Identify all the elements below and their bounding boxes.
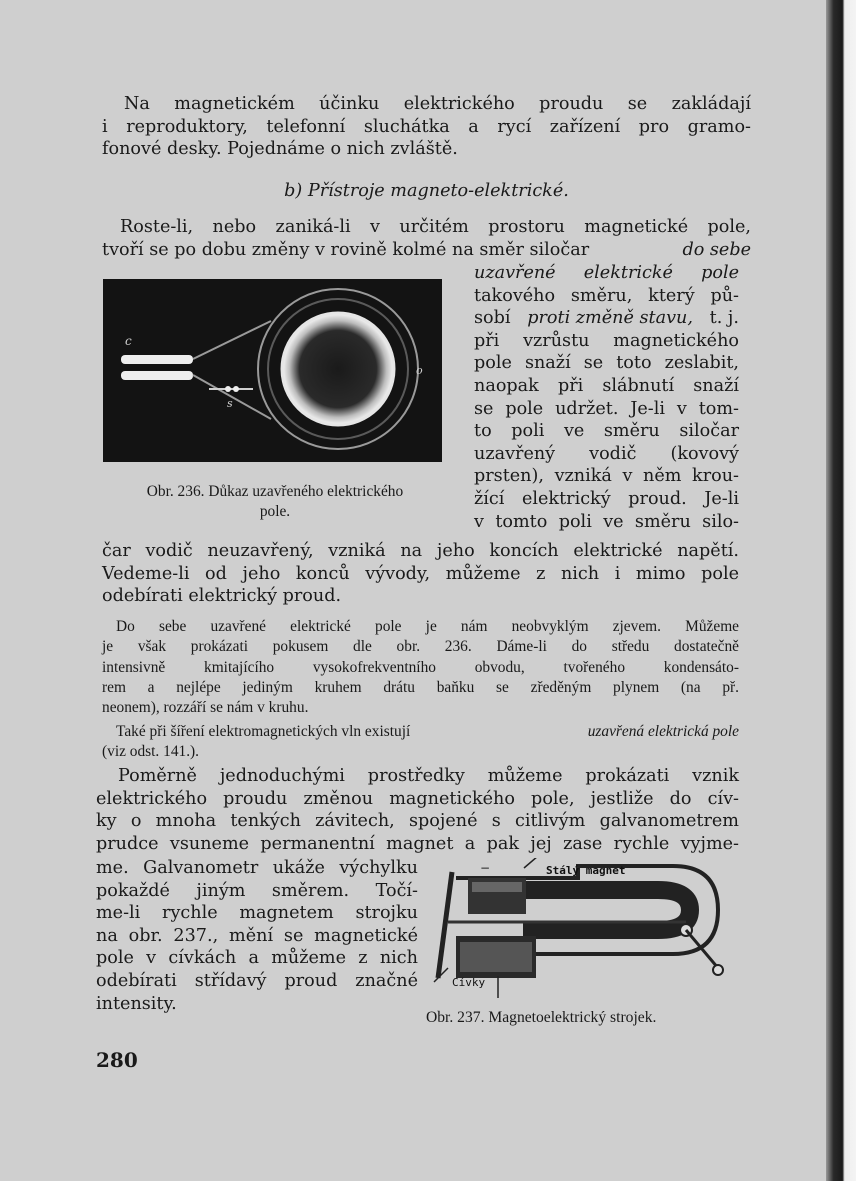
text-line: žící elektrický proud. Je-li [474, 488, 739, 509]
text-line: naopak při slábnutí snaží [474, 375, 739, 396]
text-line: to poli ve směru siločar [474, 421, 739, 442]
text-line: fonové desky. Pojednáme o nich zvláště. [102, 139, 458, 160]
figure-label-magnet: Stálý magnet [546, 864, 626, 877]
figure-label-coils: Cívky [452, 976, 486, 989]
section-heading-text: b) Přístroje magneto-elektrické. [284, 181, 569, 201]
text-line [102, 722, 739, 742]
text-line: Na magnetickém účinku elektrického proudu se zakládají [124, 94, 751, 114]
text-line: v tomto poli ve směru silo- [474, 511, 739, 532]
text-line: neonem), rozzáří se nám v kruhu. [102, 699, 309, 717]
paragraph-intro [102, 93, 751, 161]
text-fragment: Také při šíření elektromagnetických vln existují [116, 723, 411, 740]
paragraph-2-bottom [102, 540, 739, 608]
text-line: rem a nejlépe jediným kruhem drátu baňku se zředěným plynem (na př. [102, 678, 739, 696]
text-line [474, 307, 739, 330]
text-line: Roste-li, nebo zaniká-li v určitém prostoru magnetické pole, [120, 217, 751, 237]
figure-237-image [428, 858, 738, 1003]
text-emphasis: proti změně stavu, [527, 308, 693, 329]
text-line: pole v cívkách a můžeme z nich [96, 948, 418, 969]
text-line: je však prokázati pokusem dle obr. 236. Dáme-li do středu dostatečně [102, 638, 739, 656]
page-number: 280 [96, 1048, 138, 1072]
caption-line: pole. [259, 503, 291, 521]
text-line: Poměrně jednoduchými prostředky můžeme prokázati vznik [118, 766, 739, 786]
text-fragment: sobí [474, 308, 511, 329]
text-line: prudce vsuneme permanentní magnet a pak jej zase rychle vyjme- [96, 833, 739, 854]
text-fragment: t. j. [709, 308, 739, 329]
figure-label-c: c [125, 334, 132, 348]
text-line: (viz odst. 141.). [102, 743, 200, 761]
text-line: na obr. 237., mění se magnetické [96, 925, 418, 946]
page-edge [826, 0, 856, 1181]
small-paragraph-1 [102, 617, 739, 718]
text-line: odebírati střídavý proud značné [96, 970, 418, 991]
text-line: takového směru, který pů- [474, 285, 739, 306]
text-line: čar vodič neuzavřený, vzniká na jeho koncích elektrické napětí. [102, 541, 739, 561]
text-line: se pole udržet. Je-li v tom- [474, 398, 739, 419]
text-line: při vzrůstu magnetického [474, 330, 739, 351]
text-line: me. Galvanometr ukáže výchylku [96, 858, 418, 878]
text-emphasis: uzavřená elektrická pole [587, 723, 739, 740]
figure-237-caption [426, 1008, 746, 1028]
figure-237-drawing [428, 858, 738, 1003]
figure-236-caption [100, 482, 450, 523]
text-line: i reproduktory, telefonní sluchátka a rycí zařízení pro gramo- [102, 116, 751, 137]
text-emphasis: uzavřené elektrické pole [474, 263, 739, 283]
paragraph-2-right [474, 262, 739, 533]
text-line: intensity. [96, 993, 177, 1014]
text-line: intensivně kmitajícího vysokofrekventního obvodu, tvořeného kondensáto- [102, 658, 739, 676]
text-line: pokaždé jiným směrem. Točí- [96, 880, 418, 901]
figure-label-s: s [227, 397, 233, 410]
text-line [102, 239, 751, 262]
text-emphasis: do sebe [682, 239, 751, 260]
text-line: ky o mnoha tenkých závitech, spojené s citlivým galvanometrem [96, 811, 739, 832]
paragraph-2-top [102, 216, 751, 261]
small-paragraph-2 [102, 722, 739, 763]
caption-line: Obr. 236. Důkaz uzavřeného elektrického [146, 483, 404, 500]
text-line: elektrického proudu změnou magnetického pole, jestliže do cív- [96, 788, 739, 809]
text-line: me-li rychle magnetem strojku [96, 903, 418, 924]
text-line: Do sebe uzavřené elektrické pole je nám neobvyklým zjevem. Můžeme [116, 618, 739, 635]
section-heading [102, 180, 751, 203]
svg-text:−: − [480, 861, 491, 875]
text-fragment: tvoří se po dobu změny v rovině kolmé na směr siločar [102, 239, 590, 260]
figure-236-drawing [103, 279, 442, 462]
text-line: odebírati elektrický proud. [102, 586, 342, 607]
figure-236-image [103, 279, 442, 462]
paragraph-3 [96, 765, 739, 855]
text-line: pole snaží se toto zeslabit, [474, 353, 739, 374]
text-line: prsten), vzniká v něm krou- [474, 466, 739, 487]
text-line: uzavřený vodič (kovový [474, 443, 739, 464]
paragraph-3-left [96, 857, 418, 1015]
text-line: Vedeme-li od jeho konců vývody, můžeme z nich i mimo pole [102, 563, 739, 584]
figure-label-o: o [416, 364, 423, 377]
caption-line: Obr. 237. Magnetoelektrický strojek. [426, 1009, 657, 1026]
